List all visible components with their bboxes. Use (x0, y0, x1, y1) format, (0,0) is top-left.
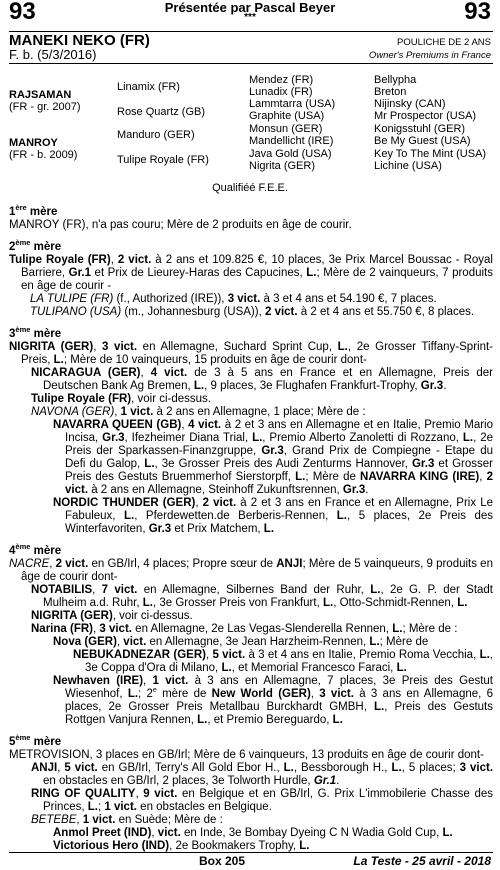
newhaven-entry: Newhaven (IRE), 1 vict. à 3 ans en Allemagne, 7 places, 3e Preis des Gestut Wiesenhof, L.; 2e mère de New World (GER), 3 vict. à 3 ans en Allemagne, 6 places, 2e Grosser Preis Metallbau Burckhardt GMBH, L., Preis des Gestuts Rottgen Vanjura Rennen, L., et Premio Bereguardo, L. (53, 675, 493, 726)
g4-7: Key To The Mint (USA) (374, 148, 487, 160)
g2-dam-dam: Tulipe Royale (FR) (117, 154, 209, 166)
first-dam-text: MANROY (FR), n'a pas couru; Mère de 2 produits en âge de courir. (9, 219, 352, 231)
g4-4: Mr Prospector (USA) (374, 110, 477, 122)
betebe-entry: BETEBE, 1 vict. en Suède; Mère de : (31, 814, 223, 826)
g4-6: Be My Guest (USA) (374, 135, 471, 147)
g4-3: Nijinsky (CAN) (374, 98, 446, 110)
g3-6: Mandellicht (IRE) (249, 135, 334, 147)
navarra-queen-entry: NAVARRA QUEEN (GB), 4 vict. à 2 et 3 ans en Allemagne et en Italie, Premio Mario Incisa, Gr.3, Ifezheimer Diana Trial, L., Premio Alberto Zanoletti di Rozzano, L., 2e Preis der Sparkassen-Finanzgruppe, Gr.3, Grand Prix de Compiegne - Etape du Defi du Galop, L., 3e Grosser Preis des Audi Zenturms Hannover, Gr.3 et Grosser Preis des Gestuts Bruemmerhof Sierstorpff, L.; Mère de NAVARRA KING (IRE), 2 vict. à 2 ans en Allemagne, Steinhoff Zukunftsrennen, Gr.3. (53, 419, 493, 496)
g3-7: Java Gold (USA) (249, 148, 332, 160)
qualification: Qualifiéé F.E.E. (212, 182, 288, 194)
ring-of-quality-entry: RING OF QUALITY, 9 vict. en Belgique et en GB/Irl, G. Prix L'immobilerie Chasse des Princes, L.; 1 vict. en obstacles en Belgique. (31, 788, 493, 813)
nigrita-ref: NIGRITA (GER), voir ci-dessus. (31, 610, 193, 622)
navona-entry: NAVONA (GER), 1 vict. à 2 ans en Allemagne, 1 place; Mère de : (31, 406, 366, 418)
section-heading-1: 1ère mère (9, 203, 58, 218)
nigrita-entry: NIGRITA (GER), 3 vict. en Allemagne, Suchard Sprint Cup, L., 2e Grosser Tiffany-Sprint-Preis, L.; Mère de 10 vainqueurs, 15 produits en âge de courir dont- (9, 341, 494, 366)
section-heading-4: 4ème mère (9, 542, 62, 557)
stars: *** (244, 12, 256, 23)
sire-info: (FR - gr. 2007) (9, 101, 81, 113)
g3-2: Lunadix (FR) (249, 86, 313, 98)
metrovision-entry: METROVISION, 3 places en GB/Irl; Mère de 6 vainqueurs, 13 produits en âge de courir dont- (9, 749, 484, 761)
horse-category: POULICHE DE 2 ANS (397, 37, 491, 48)
nicaragua-entry: NICARAGUA (GER), 4 vict. de 3 à 5 ans en France et en Allemagne, Preis der Deutschen Bank Ag Bremen, L., 9 places, 3e Flughafen Frankfurt-Trophy, Gr.3. (31, 367, 494, 392)
section-heading-3: 3ème mère (9, 325, 62, 340)
tulipe-royale-ref: Tulipe Royale (FR), voir ci-dessus. (31, 393, 211, 405)
dam-name: MANROY (9, 137, 58, 149)
narina-entry: Narina (FR), 3 vict. en Allemagne, 2e Las Vegas-Slenderella Rennen, L.; Mère de : (31, 623, 458, 635)
dam-info: (FR - b. 2009) (9, 149, 78, 161)
g4-5: Konigsstuhl (GER) (374, 123, 466, 135)
anji-entry: ANJI, 5 vict. en GB/Irl, Terry's All Gold Ebor H., L., Bessborough H., L., 5 places; 3 vict. en obstacles en GB/Irl, 2 places, 3e Tolworth Hurdle, Gr.1. (31, 762, 494, 787)
lot-number-left: 93 (9, 0, 36, 25)
tulipano-entry: TULIPANO (USA) (m., Johannesburg (USA)), 2 vict. à 2 et 4 ans et 55.750 €, 8 places. (30, 306, 475, 318)
g2-sire-sire: Linamix (FR) (117, 81, 180, 93)
sale-date: La Teste - 25 avril - 2018 (353, 854, 491, 868)
g3-8: Nigrita (GER) (249, 160, 316, 172)
horse-name: MANEKI NEKO (FR) (9, 32, 150, 49)
g3-1: Mendez (FR) (249, 74, 314, 86)
g4-2: Breton (374, 86, 407, 98)
nebukadnezar-entry: NEBUKADNEZAR (GER), 5 vict. à 3 et 4 ans en Italie, Premio Roma Vecchia, L., 3e Coppa d'Ora di Milano, L., et Memorial Francesco Faraci, L. (73, 649, 493, 674)
nordic-thunder-entry: NORDIC THUNDER (GER), 2 vict. à 2 et 3 ans en France et en Allemagne, Prix Le Fabuleux, L., Pferdewetten.de Berberis-Rennen, L., 5 places, 2e Preis des Winterfavoriten, Gr.3 et Prix Matchem, L. (53, 497, 494, 535)
section-heading-2: 2ème mère (9, 238, 62, 253)
pedigree-rule (9, 63, 493, 64)
nacre-entry: NACRE, 2 vict. en GB/Irl, 4 places; Propre sœur de ANJI; Mère de 5 vainqueurs, 9 produits en âge de courir dont- (9, 558, 493, 583)
anmol-preet-entry: Anmol Preet (IND), vict. en Inde, 3e Bombay Dyeing C N Wadia Gold Cup, L. (53, 827, 453, 839)
tulipe-royale-entry: Tulipe Royale (FR), 2 vict. à 2 ans et 109.825 €, 10 places, 3e Prix Marcel Boussac - Royal Barriere, Gr.1 et Prix de Lieurey-Haras des Capucines, L.; Mère de 2 vainqueurs, 7 produits en âge de courir - (9, 254, 493, 292)
sire-name: RAJSAMAN (9, 89, 72, 101)
g3-5: Monsun (GER) (249, 123, 323, 135)
box-number: Box 205 (199, 854, 246, 868)
nova-entry: Nova (GER), vict. en Allemagne, 3e Jean Harzheim-Rennen, L.; Mère de (53, 636, 429, 648)
la-tulipe-entry: LA TULIPE (FR) (f., Authorized (IRE)), 3 vict. à 3 et 4 ans et 54.190 €, 7 places. (30, 293, 437, 305)
owner-premium: Owner's Premiums in France (368, 50, 491, 61)
footer-rule (9, 852, 493, 853)
victorious-hero-entry: Victorious Hero (IND), 2e Bookmakers Trophy, L. (53, 840, 310, 852)
g2-dam-sire: Manduro (GER) (117, 129, 195, 141)
g2-sire-dam: Rose Quartz (GB) (117, 106, 206, 118)
g3-3: Lammtarra (USA) (249, 98, 336, 110)
lot-number-right: 93 (464, 0, 491, 25)
section-heading-5: 5ème mère (9, 733, 62, 748)
family-body (9, 203, 494, 853)
g3-4: Graphite (USA) (249, 110, 325, 122)
horse-birth: F. b. (5/3/2016) (9, 47, 97, 62)
g4-1: Bellypha (374, 74, 417, 86)
g4-8: Lichine (USA) (374, 160, 442, 172)
notabilis-entry: NOTABILIS, 7 vict. en Allemagne, Silbernes Band der Ruhr, L., 2e G. P. der Stadt Mulheim a.d. Ruhr, L., 3e Grosser Preis von Frankfurt, L., Otto-Schmidt-Rennen, L. (31, 584, 494, 609)
presenter: Présentée par Pascal Beyer (164, 0, 336, 15)
